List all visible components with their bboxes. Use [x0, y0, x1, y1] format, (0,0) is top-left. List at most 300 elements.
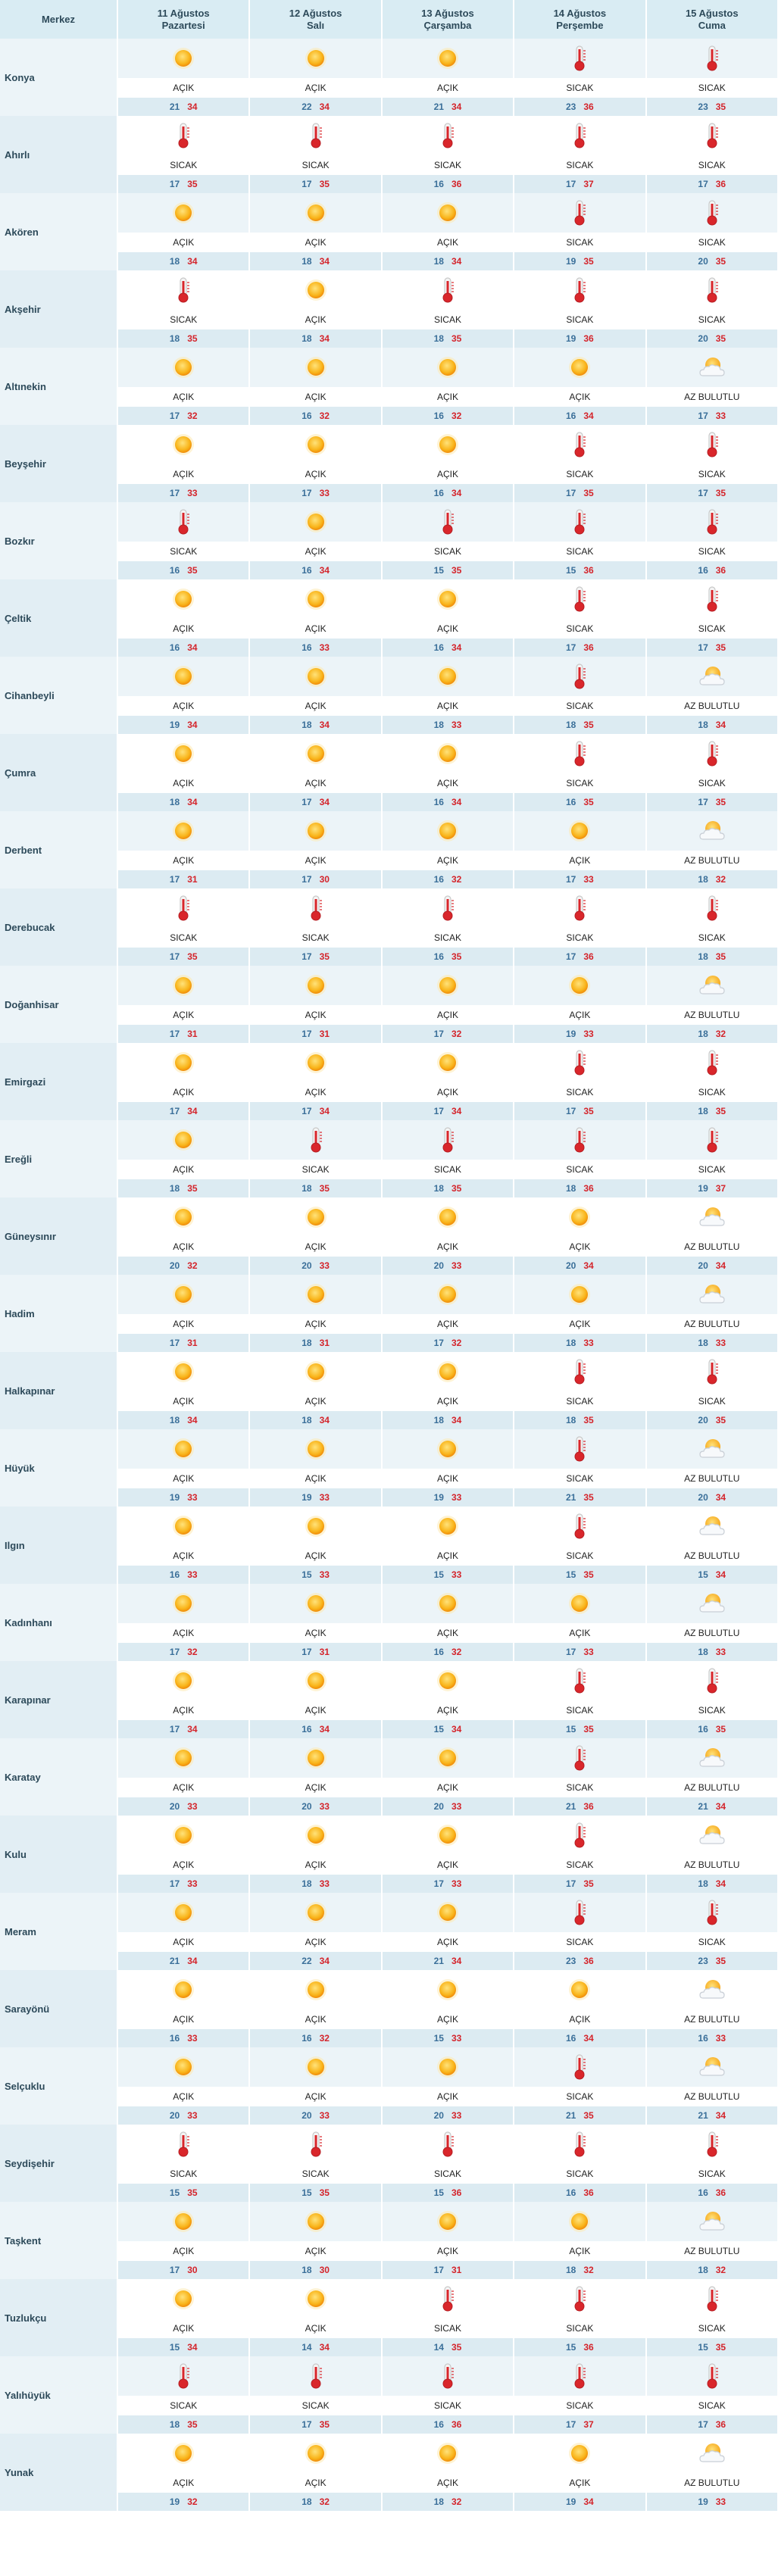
- condition-label: AÇIK: [383, 464, 513, 484]
- min-temp: 18: [169, 797, 180, 807]
- condition-label: AÇIK: [250, 851, 380, 870]
- temperature-range: [118, 2493, 248, 2511]
- sun-icon: [436, 664, 460, 688]
- max-temp: 33: [187, 1569, 198, 1580]
- sun-icon: [171, 1051, 195, 1075]
- temperature-range: [383, 948, 513, 966]
- day-weekday: Çarşamba: [423, 19, 472, 31]
- max-temp: 33: [583, 1338, 594, 1348]
- forecast-cell: [514, 1197, 645, 1275]
- temperature-range: [118, 2029, 248, 2047]
- temperature-range: [250, 1797, 380, 1816]
- min-temp: 15: [433, 1724, 444, 1735]
- min-temp: 17: [566, 1878, 576, 1889]
- forecast-rows: [0, 39, 778, 2511]
- forecast-cell: [514, 2356, 645, 2434]
- min-temp: 20: [433, 1260, 444, 1271]
- table-row: [0, 425, 778, 502]
- table-row: [0, 1275, 778, 1352]
- temperature-range: [514, 2493, 645, 2511]
- condition-label: AÇIK: [383, 1237, 513, 1257]
- min-temp: 16: [433, 488, 444, 498]
- forecast-cell: [514, 1429, 645, 1507]
- max-temp: 34: [715, 1569, 726, 1580]
- sun-icon: [171, 1591, 195, 1616]
- forecast-cell: [249, 1816, 381, 1893]
- temperature-range: [514, 1102, 645, 1120]
- min-temp: 15: [302, 1569, 312, 1580]
- thermometer-icon: [704, 1899, 720, 1926]
- condition-label: AÇIK: [383, 1391, 513, 1411]
- forecast-cell: [117, 2047, 249, 2125]
- temperature-range: [250, 1179, 380, 1197]
- temperature-range: [514, 1875, 645, 1893]
- min-temp: 19: [566, 1029, 576, 1039]
- condition-label: AÇIK: [250, 2318, 380, 2338]
- thermometer-icon: [175, 2131, 192, 2158]
- min-temp: 17: [566, 1106, 576, 1116]
- sun-icon: [171, 2287, 195, 2311]
- condition-label: AÇIK: [118, 1160, 248, 1179]
- max-temp: 32: [715, 1029, 726, 1039]
- max-temp: 33: [451, 1260, 462, 1271]
- min-temp: 19: [566, 256, 576, 267]
- sun-icon: [304, 1437, 328, 1461]
- condition-label: AÇIK: [383, 233, 513, 252]
- thermometer-icon: [571, 1126, 588, 1154]
- temperature-range: [118, 639, 248, 657]
- thermometer-icon: [571, 45, 588, 72]
- forecast-cell: [646, 1352, 778, 1429]
- sun-icon: [304, 278, 328, 302]
- forecast-cell: [249, 1661, 381, 1738]
- condition-label: AÇIK: [250, 2473, 380, 2493]
- min-temp: 18: [566, 1183, 576, 1194]
- day-header: [514, 0, 645, 39]
- min-temp: 20: [698, 1260, 708, 1271]
- day-date: 12 Ağustos: [289, 7, 342, 19]
- sun-icon: [436, 1205, 460, 1229]
- forecast-cell: [646, 1043, 778, 1120]
- forecast-cell: [646, 1816, 778, 1893]
- condition-label: SICAK: [250, 2396, 380, 2415]
- condition-label: AZ BULUTLU: [647, 2087, 777, 2106]
- thermometer-icon: [571, 431, 588, 458]
- max-temp: 36: [715, 179, 726, 189]
- max-temp: 32: [319, 2033, 330, 2044]
- condition-label: AÇIK: [383, 1700, 513, 1720]
- max-temp: 33: [187, 2033, 198, 2044]
- location-name: Kulu: [0, 1816, 117, 1893]
- forecast-cell: [646, 2279, 778, 2356]
- temperature-range: [118, 1257, 248, 1275]
- temperature-range: [250, 561, 380, 579]
- forecast-cell: [514, 2047, 645, 2125]
- max-temp: 34: [319, 565, 330, 576]
- sun-icon: [171, 355, 195, 379]
- max-temp: 35: [583, 256, 594, 267]
- table-row: [0, 2279, 778, 2356]
- max-temp: 32: [451, 2496, 462, 2507]
- sun-icon: [171, 1900, 195, 1925]
- condition-label: AÇIK: [118, 1314, 248, 1334]
- forecast-cell: [646, 579, 778, 657]
- max-temp: 35: [583, 797, 594, 807]
- sun-icon: [304, 1360, 328, 1384]
- min-temp: 20: [169, 1260, 180, 1271]
- thermometer-icon: [704, 1126, 720, 1154]
- temperature-range: [383, 1488, 513, 1507]
- temperature-range: [514, 175, 645, 193]
- forecast-cell: [514, 193, 645, 270]
- sun-icon: [436, 2209, 460, 2234]
- location-name: Doğanhisar: [0, 966, 117, 1043]
- condition-label: AÇIK: [250, 1932, 380, 1952]
- forecast-cell: [646, 1738, 778, 1816]
- max-temp: 32: [583, 2265, 594, 2275]
- min-temp: 16: [566, 2187, 576, 2198]
- condition-label: SICAK: [250, 155, 380, 175]
- max-temp: 34: [451, 1415, 462, 1425]
- max-temp: 36: [715, 565, 726, 576]
- max-temp: 35: [451, 2342, 462, 2353]
- sun-icon: [436, 742, 460, 766]
- min-temp: 21: [566, 2110, 576, 2121]
- max-temp: 35: [319, 179, 330, 189]
- min-temp: 17: [169, 1724, 180, 1735]
- forecast-cell: [382, 1816, 514, 1893]
- min-temp: 20: [433, 2110, 444, 2121]
- forecast-cell: [646, 1893, 778, 1970]
- forecast-cell: [382, 657, 514, 734]
- temperature-range: [647, 1952, 777, 1970]
- forecast-cell: [646, 1507, 778, 1584]
- forecast-cell: [382, 116, 514, 193]
- temperature-range: [383, 561, 513, 579]
- location-name: Akören: [0, 193, 117, 270]
- forecast-header: [0, 0, 778, 39]
- condition-label: SICAK: [383, 1160, 513, 1179]
- sun-icon: [171, 1746, 195, 1770]
- min-temp: 20: [566, 1260, 576, 1271]
- location-name: Derbent: [0, 811, 117, 888]
- condition-label: AÇIK: [250, 542, 380, 561]
- partly-cloudy-icon: [697, 1205, 727, 1229]
- max-temp: 35: [715, 1956, 726, 1966]
- min-temp: 18: [698, 2265, 708, 2275]
- condition-label: AÇIK: [118, 696, 248, 716]
- min-temp: 19: [169, 1492, 180, 1503]
- min-temp: 20: [698, 256, 708, 267]
- forecast-cell: [249, 1970, 381, 2047]
- temperature-range: [118, 2106, 248, 2125]
- max-temp: 34: [319, 333, 330, 344]
- partly-cloudy-icon: [697, 1437, 727, 1461]
- partly-cloudy-icon: [697, 664, 727, 688]
- max-temp: 35: [319, 1183, 330, 1194]
- temperature-range: [514, 639, 645, 657]
- thermometer-icon: [704, 45, 720, 72]
- forecast-cell: [382, 270, 514, 348]
- forecast-cell: [117, 811, 249, 888]
- sun-icon: [171, 1978, 195, 2002]
- temperature-range: [514, 98, 645, 116]
- max-temp: 36: [583, 101, 594, 112]
- sun-icon: [171, 1823, 195, 1847]
- min-temp: 17: [169, 411, 180, 421]
- sun-icon: [436, 973, 460, 998]
- thermometer-icon: [704, 740, 720, 767]
- temperature-range: [118, 484, 248, 502]
- temperature-range: [383, 870, 513, 888]
- min-temp: 17: [566, 642, 576, 653]
- thermometer-icon: [704, 2285, 720, 2312]
- condition-label: SICAK: [647, 310, 777, 329]
- max-temp: 31: [319, 1029, 330, 1039]
- min-temp: 21: [566, 1801, 576, 1812]
- min-temp: 18: [698, 1878, 708, 1889]
- temperature-range: [250, 1875, 380, 1893]
- forecast-cell: [117, 2434, 249, 2511]
- max-temp: 33: [319, 2110, 330, 2121]
- forecast-cell: [117, 348, 249, 425]
- forecast-cell: [382, 39, 514, 116]
- min-temp: 18: [566, 2265, 576, 2275]
- condition-label: AÇIK: [383, 1314, 513, 1334]
- min-temp: 15: [433, 2187, 444, 2198]
- temperature-range: [647, 2029, 777, 2047]
- forecast-cell: [514, 1120, 645, 1197]
- location-name: Tuzlukçu: [0, 2279, 117, 2356]
- forecast-cell: [514, 116, 645, 193]
- thermometer-icon: [571, 122, 588, 149]
- thermometer-icon: [308, 2131, 324, 2158]
- max-temp: 37: [583, 2419, 594, 2430]
- condition-label: AZ BULUTLU: [647, 1314, 777, 1334]
- min-temp: 18: [302, 256, 312, 267]
- sun-icon: [171, 432, 195, 457]
- min-temp: 14: [302, 2342, 312, 2353]
- temperature-range: [383, 2493, 513, 2511]
- min-temp: 19: [698, 1183, 708, 1194]
- thermometer-icon: [439, 2285, 456, 2312]
- day-header: [646, 0, 778, 39]
- location-name: Ereğli: [0, 1120, 117, 1197]
- min-temp: 16: [302, 2033, 312, 2044]
- max-temp: 33: [319, 1260, 330, 1271]
- forecast-cell: [514, 888, 645, 966]
- temperature-range: [250, 1257, 380, 1275]
- condition-label: AZ BULUTLU: [647, 696, 777, 716]
- condition-label: AÇIK: [514, 1005, 645, 1025]
- temperature-range: [647, 1643, 777, 1661]
- table-row: [0, 1584, 778, 1661]
- partly-cloudy-icon: [697, 819, 727, 843]
- condition-label: SICAK: [514, 1160, 645, 1179]
- min-temp: 21: [169, 1956, 180, 1966]
- location-name: Bozkır: [0, 502, 117, 579]
- forecast-cell: [382, 2279, 514, 2356]
- sun-icon: [171, 664, 195, 688]
- partly-cloudy-icon: [697, 355, 727, 379]
- forecast-cell: [382, 579, 514, 657]
- sun-icon: [171, 2441, 195, 2465]
- min-temp: 14: [433, 2342, 444, 2353]
- table-row: [0, 1893, 778, 1970]
- min-temp: 17: [566, 1647, 576, 1657]
- forecast-cell: [646, 425, 778, 502]
- max-temp: 31: [187, 1338, 198, 1348]
- table-row: [0, 1043, 778, 1120]
- min-temp: 20: [302, 1260, 312, 1271]
- thermometer-icon: [571, 1435, 588, 1463]
- min-temp: 17: [302, 874, 312, 885]
- sun-icon: [304, 1514, 328, 1538]
- max-temp: 35: [715, 797, 726, 807]
- max-temp: 34: [451, 1724, 462, 1735]
- temperature-range: [118, 175, 248, 193]
- temperature-range: [647, 1875, 777, 1893]
- min-temp: 15: [169, 2342, 180, 2353]
- temperature-range: [383, 1952, 513, 1970]
- min-temp: 17: [169, 2265, 180, 2275]
- min-temp: 21: [169, 101, 180, 112]
- max-temp: 36: [715, 2419, 726, 2430]
- forecast-cell: [514, 2279, 645, 2356]
- forecast-cell: [514, 1043, 645, 1120]
- min-temp: 20: [302, 1801, 312, 1812]
- partly-cloudy-icon: [697, 1591, 727, 1616]
- temperature-range: [250, 1102, 380, 1120]
- min-temp: 17: [566, 951, 576, 962]
- forecast-cell: [117, 193, 249, 270]
- condition-label: AÇIK: [118, 2241, 248, 2261]
- temperature-range: [250, 2415, 380, 2434]
- min-temp: 16: [566, 411, 576, 421]
- location-name: Halkapınar: [0, 1352, 117, 1429]
- max-temp: 34: [451, 642, 462, 653]
- min-temp: 21: [433, 101, 444, 112]
- min-temp: 15: [169, 2187, 180, 2198]
- min-temp: 18: [302, 720, 312, 730]
- forecast-cell: [514, 1507, 645, 1584]
- forecast-cell: [382, 2047, 514, 2125]
- condition-label: AÇIK: [250, 773, 380, 793]
- forecast-cell: [646, 1429, 778, 1507]
- forecast-cell: [117, 270, 249, 348]
- condition-label: SICAK: [118, 2396, 248, 2415]
- sun-icon: [171, 1128, 195, 1152]
- temperature-range: [118, 1566, 248, 1584]
- sun-icon: [304, 355, 328, 379]
- forecast-cell: [117, 1043, 249, 1120]
- location-name: Yunak: [0, 2434, 117, 2511]
- temperature-range: [514, 1797, 645, 1816]
- table-row: [0, 734, 778, 811]
- day-date: 11 Ağustos: [157, 7, 210, 19]
- forecast-cell: [514, 1738, 645, 1816]
- condition-label: AÇIK: [118, 1005, 248, 1025]
- temperature-range: [647, 948, 777, 966]
- min-temp: 17: [566, 488, 576, 498]
- temperature-range: [118, 1179, 248, 1197]
- forecast-cell: [514, 1352, 645, 1429]
- temperature-range: [647, 1179, 777, 1197]
- max-temp: 33: [451, 2033, 462, 2044]
- temperature-range: [647, 1411, 777, 1429]
- min-temp: 15: [698, 1569, 708, 1580]
- max-temp: 34: [583, 2496, 594, 2507]
- condition-label: SICAK: [383, 2396, 513, 2415]
- min-temp: 15: [433, 565, 444, 576]
- condition-label: AZ BULUTLU: [647, 2009, 777, 2029]
- temperature-range: [383, 1411, 513, 1429]
- partly-cloudy-icon: [697, 2055, 727, 2079]
- condition-label: SICAK: [647, 2396, 777, 2415]
- condition-label: AÇIK: [118, 464, 248, 484]
- condition-label: SICAK: [647, 464, 777, 484]
- condition-label: SICAK: [647, 1700, 777, 1720]
- min-temp: 17: [698, 642, 708, 653]
- condition-label: AÇIK: [118, 1082, 248, 1102]
- location-name: Hüyük: [0, 1429, 117, 1507]
- sun-icon: [304, 2055, 328, 2079]
- sun-icon: [171, 742, 195, 766]
- temperature-range: [118, 1488, 248, 1507]
- max-temp: 33: [583, 874, 594, 885]
- sun-icon: [436, 1514, 460, 1538]
- sun-icon: [304, 201, 328, 225]
- max-temp: 34: [451, 1106, 462, 1116]
- min-temp: 15: [698, 2342, 708, 2353]
- max-temp: 35: [583, 1878, 594, 1889]
- temperature-range: [383, 484, 513, 502]
- temperature-range: [383, 1797, 513, 1816]
- sun-icon: [304, 819, 328, 843]
- sun-icon: [436, 1360, 460, 1384]
- partly-cloudy-icon: [697, 1746, 727, 1770]
- condition-label: AÇIK: [250, 1005, 380, 1025]
- temperature-range: [383, 1102, 513, 1120]
- max-temp: 34: [451, 797, 462, 807]
- max-temp: 32: [187, 1647, 198, 1657]
- min-temp: 18: [698, 1106, 708, 1116]
- min-temp: 17: [566, 874, 576, 885]
- max-temp: 33: [319, 642, 330, 653]
- table-row: [0, 1352, 778, 1429]
- table-row: [0, 1661, 778, 1738]
- thermometer-icon: [571, 199, 588, 226]
- condition-label: AÇIK: [514, 1237, 645, 1257]
- max-temp: 31: [187, 874, 198, 885]
- min-temp: 17: [302, 797, 312, 807]
- temperature-range: [647, 2261, 777, 2279]
- max-temp: 35: [715, 1415, 726, 1425]
- max-temp: 37: [583, 179, 594, 189]
- forecast-cell: [382, 1275, 514, 1352]
- min-temp: 18: [302, 1878, 312, 1889]
- forecast-cell: [249, 966, 381, 1043]
- temperature-range: [118, 1102, 248, 1120]
- temperature-range: [514, 2338, 645, 2356]
- min-temp: 21: [698, 1801, 708, 1812]
- condition-label: SICAK: [514, 464, 645, 484]
- condition-label: AÇIK: [118, 387, 248, 407]
- thermometer-icon: [439, 2131, 456, 2158]
- min-temp: 20: [698, 333, 708, 344]
- sun-icon: [171, 46, 195, 70]
- max-temp: 36: [583, 951, 594, 962]
